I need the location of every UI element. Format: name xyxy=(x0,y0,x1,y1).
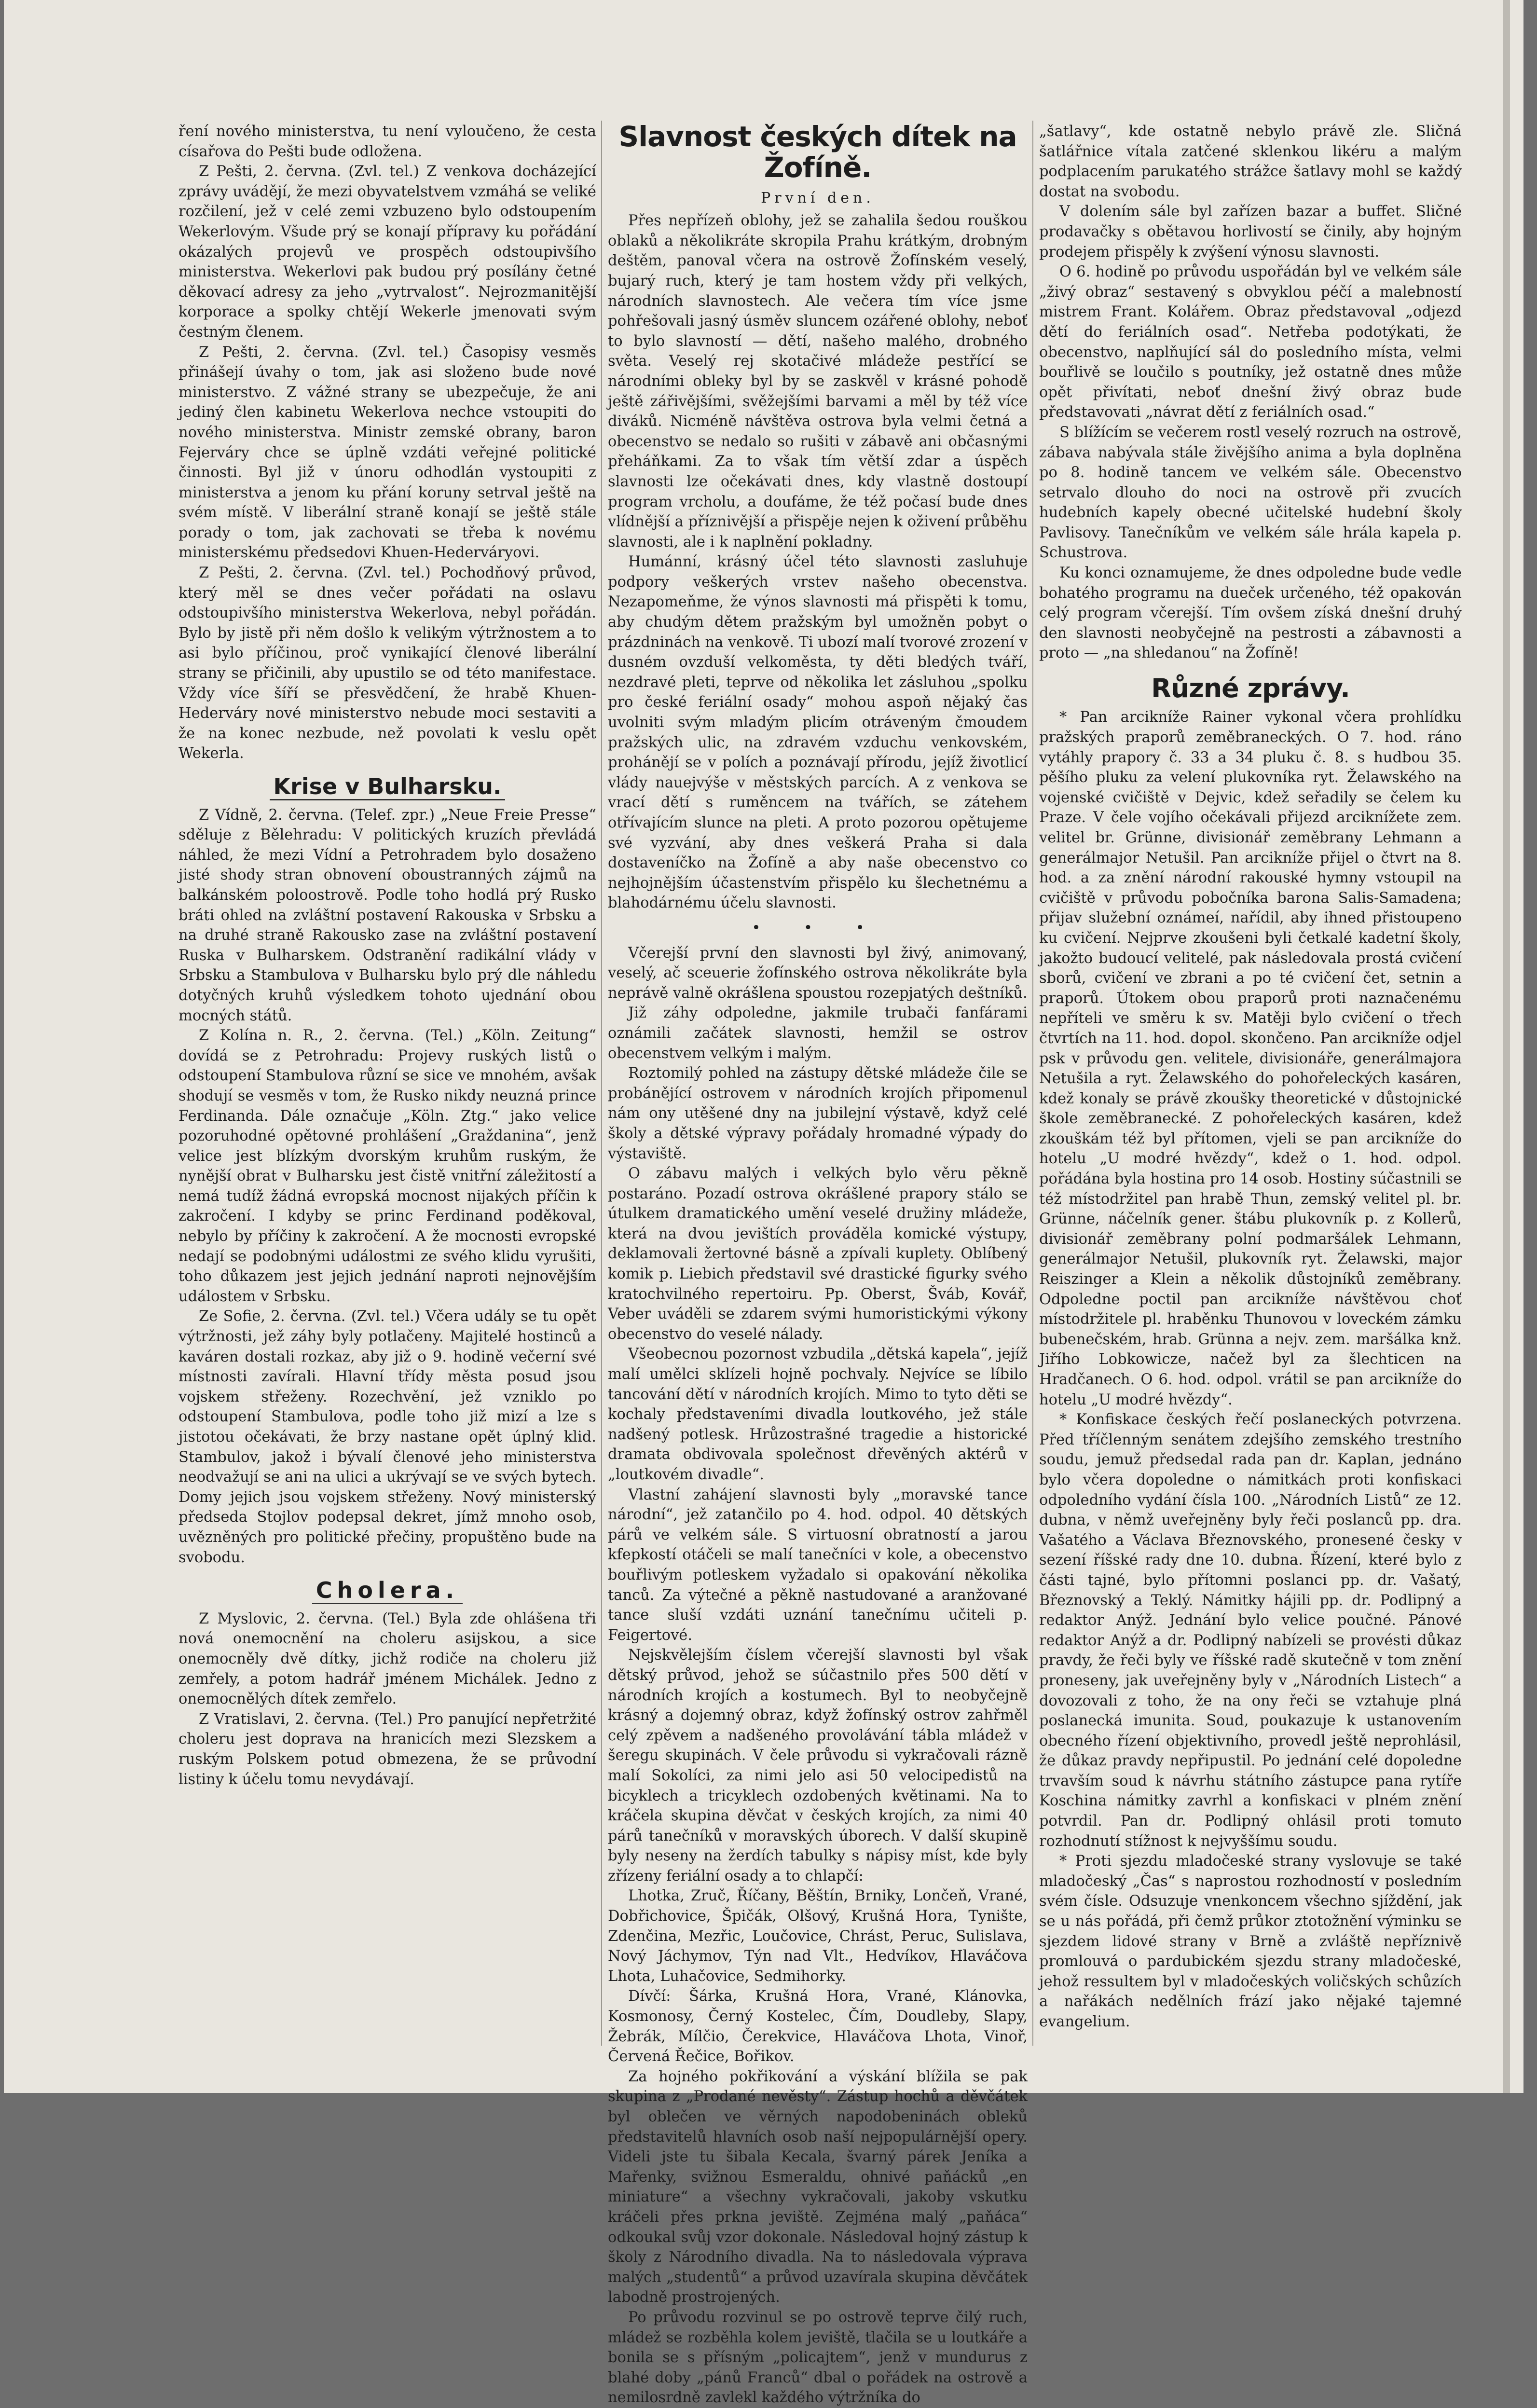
article-paragraph: Vlastní zahájení slavnosti byly „moravské tance národní“, jež zatančilo po 4. hod. odpol. 40 dětských párů ve velkém sále. S virtuosní obratností a jarou kfepkostí otáčeli se malí tanečníci v kole, a obecenstvo bouřlivým potleskem vyžadalo si opakování několika tanců. Za výtečné a pěkně nastudované a aranžované tance sluší vzdáti uznání tanečnímu učiteli p. Feigertové. xyxy=(608,1486,1028,1644)
section-heading-krise: Krise v Bulharsku. xyxy=(270,774,506,800)
article-paragraph: V dolením sále byl zařízen bazar a buffet. Sličné prodavačky s obětavou horlivostí se činily, aby hojným prodejem přispěly k zvýšení výnosu slavnosti. xyxy=(1039,203,1462,261)
newspaper-page xyxy=(4,0,1523,2407)
column-right xyxy=(1039,122,1462,2071)
column-rule xyxy=(601,121,602,2046)
article-paragraph: S blížícím se večerem rostl veselý rozruch na ostrově, zábava nabývala stále živějšího anima a byla doplněna po 8. hodině tancem ve velkém sále. Obecenstvo setrvalo dlouho do noci na ostrově při zvucích hudebních kapely obecné učitelské hudební školy Pavlisovy. Tanečníkům ve velkém sále hrála kapela p. Schustrova. xyxy=(1039,424,1462,562)
article-paragraph: * Konfiskace českých řečí poslaneckých potvrzena. Před tříčlenným senátem zdejšího zemského trestního soudu, jemuž předsedal rada pan dr. Kaplan, jednáno bylo včera dopoledne o námitkách proti konfiskaci odpoledního vydání čísla 100. „Národních Listů“ ze 12. dubna, v němž uveřejněny byly řeči poslanců pp. dra. Vašatého a Václava Březnovského, pronesené česky v sezení říšské rady dne 10. dubna. Řízení, které bylo z části tajné, bylo přítomni poslanci pp. dr. Vašatý, Březnovský a Teklý. Námitky hájili pp. dr. Podlipný a redaktor Anýž. Jednání bylo velice poučné. Pánové redaktor Anýž a dr. Podlipný nabízeli se provésti důkaz pravdy, že řeči byly ve říšské radě skutečně v tom znění proneseny, jak uveřejněny byly v „Národních Listech“ a dovozovali z toho, že na ony řeči se vztahuje plná poslanecká imunita. Soud, poukazuje k ustanovením obecného řízení objektivního, provedl ještě neprohlásil, že důkaz pravdy nepřipustil. Po jednání celé dopoledne trvavším soud k návrhu státního zástupce pana rytíře Koschina námitky zavrhl a konfiskaci v plném znění potvrdil. Pan dr. Podlipný ohlásil proti tomuto rozhodnutí stížnost k nejvyššímu soudu. xyxy=(1039,1411,1462,1850)
page-edge-shadow xyxy=(1503,0,1510,2093)
article-paragraph: ření nového ministerstva, tu není vyloučeno, že cesta císařova do Pešti bude odložena. xyxy=(178,123,596,160)
column-middle xyxy=(608,120,1028,2407)
article-paragraph: * Pan arcikníže Rainer vykonal včera prohlídku pražských praporů zeměbraneckých. O 7. hod. ráno vytáhly prapory č. 33 a 34 pluku č. 8. s hudbou 35. pěšího pluku za velení plukovníka ryt. Želawského na vojenské cvičiště v Dejvic, kdež seřadily se čelem ku Praze. V čele vojího očekávali přijezd arciknížete zem. velitel br. Grünne, divisionář zeměbrany Lehmann a generálmajor Netušil. Pan arcikníže přijel o čtvrt na 8. hod. a za znění národní rakouské hymny vstoupil na cvičiště v průvodu pobočníka barona Salis-Samadena; přijav služební oznámeí, nařídil, aby ihned přistoupeno ku cvičení. Nejprve zkoušeni byli četkalé kadetní školy, jakožto budoucí velitelé, pak následovala prostá cvičení sborů, cvičení ve zbrani a po té cvičení čet, setnin a praporů. Útokem obou praporů proti naznačenému nepříteli ve směru k sv. Matěji bylo cvičení o třech čtvrtích na 11. hod. dopol. skončeno. Pan arcikníže odjel psk v průvodu gen. velitele, divisionáře, generálmajora Netušila a ryt. Želawského do pohořeleckých kasáren, kdež konaly se právě zkoušky theoretické v důstojnické škole zeměbranecké. Z pohořeleckých kasáren, kdež zkouškám též byl přítomen, vjeli se pan arcikníže do hotelu „U modré hvězdy“, kdež o 1. hod. odpol. pořádána byla hostina pro 14 osob. Hostiny súčastnili se též místodržitel pan hrabě Thun, zemský velitel pl. br. Grünne, náčelník gener. štábu plukovník p. z Kollerů, divisionář zeměbrany polní podmaršálek Lehmann, generálmajor Netušil, plukovník ryt. Želawski, major Reiszinger a Klein a několik důstojníků zeměbrany. Odpoledne poctil pan arcikníže návštěvou choť místodržitele pl. hraběnku Thunovou v loveckém zámku bubenečském, hrab. Grünna a nejv. zem. maršálka knž. Jiřího Lobkowicze, načež byl za šlechticen na Hradčanech. O 6. hod. odpol. vrátil se pan arcikníže do hotelu „U modré hvězdy“. xyxy=(1039,709,1462,1408)
column-rule xyxy=(1032,121,1033,2046)
section-heading-cholera: Cholera. xyxy=(312,1578,463,1604)
article-paragraph: Roztomilý pohled na zástupy dětské mládeže čile se probánějící ostrovem v národních krojích připomenul nám ony utěšené dny na jubilejní výstavě, když celé školy a dětské výpravy pořádaly hromadné výpady do výstaviště. xyxy=(608,1065,1028,1162)
article-paragraph: Z Pešti, 2. června. (Zvl. tel.) Z venkova docházející zprávy uvádějí, že mezi obyvatelstvem vzmáhá se veliké rozčilení, jež v celé zemi vzbuzeno bylo odstoupením Wekerlovým. Všude prý se konají přípravy ku pořádání okázalých projevů ve prospěch odstoupivšího ministerstva. Wekerlovi pak budou prý posílány četné děkovací adresy za jeho „vytrvalost“. Nejrozmanitější korporace a spolky chtějí Wekerle jmenovati svým čestným členem. xyxy=(178,163,596,341)
article-paragraph: O zábavu malých i velkých bylo věru pěkně postaráno. Pozadí ostrova okrášlené prapory stálo se útulkem dramatického umění veselé družiny mládeže, která na dvou jevištích prováděla komické výstupy, deklamovali žertovné básně a zpívali kuplety. Oblíbený komik p. Liebich představil své drastické figurky svého kratochvilného repertoiru. Pp. Oberst, Šváb, Kovář, Veber uváděli se zdarem svými humoristickými výkony obecenstvo do veselé nálady. xyxy=(608,1165,1028,1343)
article-paragraph: Z Pešti, 2. června. (Zvl. tel.) Pochodňový průvod, který měl se dnes večer pořádati na oslavu odstoupivšího ministerstva Wekerlova, nebyl pořádán. Bylo by jistě při něm došlo k velikým výtržnostem a to asi bylo příčinou, proč vynikající členové liberální strany se přičinili, aby upustilo se od této manifestace. Vždy více šíří se přesvědčení, že hrabě Khuen-Hederváry nové ministerstvo nebude moci sestaviti a že na konec nezbude, než povolati k veslu opět Wekerla. xyxy=(178,564,596,762)
section-heading-ruzne: Různé zprávy. xyxy=(1151,673,1350,704)
article-paragraph: Z Myslovic, 2. června. (Tel.) Byla zde ohlášena tři nová onemocnění na choleru asijskou, a sice onemocněly dvě dítky, jichž rodiče na choleru již zemřely, a potom hadrář jménem Michálek. Jedno z onemocnělých dítek zemřelo. xyxy=(178,1610,596,1708)
article-paragraph: Ku konci oznamujeme, že dnes odpoledne bude vedle bohatého programu na dueček určeného, též opakován celý program včerejší. Tím ovšem získá dnešní druhý den slavnosti neobyčejně na pestrosti a zábavnosti a proto — „na shledanou“ na Žofíně! xyxy=(1039,564,1462,662)
article-paragraph: Z Kolína n. R., 2. června. (Tel.) „Köln. Zeitung“ dovídá se z Petrohradu: Projevy ruských listů o odstoupení Stambulova různí se sice ve mnohém, avšak shodují se vesměs v tom, že Rusko nikdy neuzná prince Ferdinanda. Dále označuje „Köln. Ztg.“ jako velice pozoruhodné opětovné prohlášení „Graždanina“, jenž velice jest blízkým dvorským kruhům ruským, že nynější obrat v Bulharsku jest čistě vnitřní záležitostí a nemá tudíž žádná evropská mocnost nijakých příčin k zakročení. I kdyby se princ Ferdinand poděkoval, nebylo by příčiny k zakročení. A že mocnosti evropské nedají se podobnými událostmi ze svého klidu vyrušiti, toho důkazem jest jejich jednání naproti nejnovějším událostem v Srbsku. xyxy=(178,1027,596,1305)
article-paragraph: Po průvodu rozvinul se po ostrově teprve čilý ruch, mládež se rozběhla kolem jeviště, tlačila se u loutkáře a bonila se s přísným „policajtem“, jenž v mundurus z blahé doby „pánů Franců“ dbal o pořádek na ostrově a nemilosrdně zavlekl každého výtržníka do xyxy=(608,2309,1028,2407)
article-paragraph: O 6. hodině po průvodu uspořádán byl ve velkém sále „živý obraz“ sestavený s obvyklou péčí a malebností mistrem Frant. Kolářem. Obraz představoval „odjezd dětí do feriálních osad“. Netřeba podotýkati, že obecenstvo, naplňující sál do posledního místa, velmi bouřlivě se loučilo s poutníky, jež ostatně dnes může opět přivítati, neboť dnešní živý obraz bude představovati „návrat dětí z feriálních osad.“ xyxy=(1039,263,1462,421)
article-paragraph: Včerejší první den slavnosti byl živý, animovaný, veselý, ač sceuerie žofínského ostrova několikráte byla neprávě valně okrášlena spoustou rozepjatých deštníků. xyxy=(608,944,1028,1002)
article-paragraph: Nejskvělejším číslem včerejší slavnosti byl však dětský průvod, jehož se súčastnilo přes 500 dětí v národních krojích a kostumech. Byl to neobyčejně krásný a dojemný obraz, když žofínský ostrov zahřměl celý zpěvem a nadšeného provolávání tábla mládež v šeregu skupinách. V čele průvodu si vykračovali rázně malí Sokolíci, za nimi jelo asi 50 velocipedistů na bicyklech a tricyklech ozdobených květinami. Na to kráčela skupina děvčat v českých krojích, za nimi 40 párů tanečníků v moravských úborech. V další skupině byly neseny na žerdích tabulky s nápisy míst, kde byly zřízeny feriální osady a to chlapčí: xyxy=(608,1647,1028,1885)
article-paragraph: Za hojného pokřikování a výskání blížila se pak skupina z „Prodané nevěsty“. Zástup hochů a děvčátek byl oblečen ve věrných napodobeninách obleků představitelů hlavních osob naší nejpopulárnější opery. Videli jste tu šibala Kecala, švarný párek Jeníka a Mařenky, svižnou Esmeraldu, ohnivé paňácků „en miniature“ a všechny vykračovali, jakoby vskutku kráčeli přes prkna jeviště. Zejména malý „paňáca“ odkoukal svůj vzor dokonale. Následoval hojný zástup k školy z Národního divadla. Na to následovala výprava malých „studentů“ a průvod uzavírala skupina děvčátek labodně prostrojených. xyxy=(608,2068,1028,2306)
section-separator: • • • xyxy=(752,919,884,936)
article-paragraph: Z Vídně, 2. června. (Telef. zpr.) „Neue Freie Presse“ sděluje z Bělehradu: V politických kruzích převládá náhled, že mezi Vídní a Petrohradem bylo dosaženo jisté shody stran obnovení oboustranných zájmů na balkánském poloostrově. Podle toho hodlá prý Rusko bráti ohled na zvláštní postavení Rakouska v Srbsku a na druhé straně Rakousko zase na zvláštní postavení Ruska v Bulharskem. Odstranění radikální vlády v Srbsku a Stambulova v Bulharsku bylo prý dle náhledu dotyčných kruhů výsledkem tohoto ujednání obou mocných států. xyxy=(178,806,596,1024)
article-title-slavnost: Slavnost českých dítek na Žofíně. xyxy=(618,120,1017,184)
article-paragraph: Humánní, krásný účel této slavnosti zasluhuje podpory veškerých vrstev našeho obecenstva. Nezapomeňme, že výnos slavnosti má přispěti k tomu, aby chudým dětem pražským byl umožněn pobyt o prázdninách na venkově. Ti ubozí malí tvorové zrození v dusném ovzduší velkoměsta, ty děti bledých tváří, nezdravé pleti, teprve od několika let zásluhou „spolku pro české feriální osady“ mohou aspoň nějaký čas uvolniti svým mladým plicím otráveným čmoudem pražských ulic, na zdravém vzduchu venkovském, prohánějí se v polích a poznávají přírodu, jejíž životlicí vlády nauejvýše v městských parcích. A z venkova se vrací dětí s ruměncem na tvářích, se zátehem otřívajícím slunce na pleti. A proto pozorou opětujeme své vyzvání, aby dnes veškerá Praha si dala dostaveníčko na Žofíně a aby naše obecenstvo co nejhojnějším účastenstvím přispělo ku šlechetnému a blahodárnému účelu slavnosti. xyxy=(608,553,1028,912)
article-paragraph: Dívčí: Šárka, Krušná Hora, Vrané, Klánovka, Kosmonosy, Černý Kostelec, Čím, Doudleby, Slapy, Žebrák, Mílčio, Čerekvice, Hlaváčova Lhota, Vinoř, Červená Řečice, Bořikov. xyxy=(608,1988,1028,2065)
article-paragraph: * Proti sjezdu mladočeské strany vyslovuje se také mladočeský „Čas“ s naprostou rozhodností v posledním svém čísle. Odsuzuje vnenkoncem všechno sjíždění, jak se u nás pořádá, při čemž průkor ztotožnění výminku se sjezdem lidové strany v Brně a zvláště nepříznivě promlouvá o pardubickém sjezdu strany mladočeské, jehož ressultem byl v mladočeských voličských schůzích a nařákách nedělních frází jako nějaké tajemné evangelium. xyxy=(1039,1853,1462,2031)
article-paragraph: Lhotka, Zruč, Říčany, Běštín, Brniky, Lončeň, Vrané, Dobřichovice, Špičák, Olšový, Krušná Hora, Tynište, Zdenčina, Mezřic, Loučovice, Chrást, Peruc, Sulislava, Nový Jáchymov, Týn nad Vlt., Hedvíkov, Hlaváčova Lhota, Luhačovice, Sedmihorky. xyxy=(608,1887,1028,1985)
article-paragraph: Z Pešti, 2. června. (Zvl. tel.) Časopisy vesměs přinášejí úvahy o tom, jak asi složeno bude nové ministerstvo. Z vážné strany se ubezpečuje, že ani jediný člen kabinetu Wekerlova nechce vstoupiti do nového ministerstva. Ministr zemské obrany, baron Fejerváry chce se úplně vzdáti veřejné politické činnosti. Byl již v únoru odhodlán vystoupiti z ministerstva a jenom ku přání koruny setrval ještě na svém místě. V liberální straně konají se ještě stále porady o tom, jak zachovati se třeba k novému ministerskému předsedovi Khuen-Hederváryovi. xyxy=(178,344,596,562)
article-subtitle: První den. xyxy=(761,189,875,206)
column-left xyxy=(178,122,596,2071)
article-paragraph: „šatlavy“, kde ostatně nebylo právě zle. Sličná šatlářnice vítala zatčené sklenkou likéru a malým podplacením parukatého strážce šatlavy mohl se každý dostat na svobodu. xyxy=(1039,123,1462,200)
article-paragraph: Všeobecnou pozornost vzbudila „dětská kapela“, jejíž malí umělci sklízeli hojně pochvaly. Nejvíce se líbilo tancování dětí v národních krojích. Mimo to tyto děti se kochaly představeními divadla loutkového, jež stále nadšený potlesk. Hrůzostrašné tragedie a historické dramata obdivovala společnost dřevěných aktérů v „loutkovém divadle“. xyxy=(608,1346,1028,1483)
article-paragraph: Z Vratislavi, 2. června. (Tel.) Pro panující nepřetržité choleru jest doprava na hranicích mezi Slezskem a ruským Polskem potud obmezena, že se průvodní listiny k účelu tomu nevydávají. xyxy=(178,1710,596,1788)
article-paragraph: Přes nepřízeň oblohy, jež se zahalila šedou rouškou oblaků a několikráte skropila Prahu krátkým, drobným deštěm, panoval včera na ostrově Žofínském veselý, bujarý ruch, který je tam hostem vždy při velkých, národních slavnostech. Ale večera tím více jsme pohřešovali jasný úsměv sluncem ozářené oblohy, neboť to bylo slavností — dětí, našeho malého, drobného světa. Veselý rej skotačivé mládeže pestřící se národními obleky byl by se zaskvěl v krásné pohodě ještě zářivějšími, svěžejšími barvami a měl by též více diváků. Nicméně návštěva ostrova byla velmi četná a obecenstvo se nedalo so rušiti v zábavě ani občasnými přeháňkami. Za to však tím větší zdar a úspěch slavnosti lze očekávati dnes, kdy vlastně dostoupí program vrcholu, a doufáme, že též počasí bude dnes vlídnější a příznivější a přispěje nejen k oživení průběhu slavnosti, ale i k naplnění pokladny. xyxy=(608,212,1028,550)
article-paragraph: Ze Sofie, 2. června. (Zvl. tel.) Včera udály se tu opět výtržnosti, jež záhy byly potlačeny. Majitelé hostinců a kaváren dostali rozkaz, aby již o 9. hodině večerní své místnosti zavírali. Hlavní třídy města posud jsou vojskem střeženy. Rozechvění, jež vzniklo po odstoupení Stambulova, podle toho již mizí a lze s jistotou očekávati, že brzy nastane opět úplný klid. Stambulov, jakož i bývalí členové jeho ministerstva neodvažují se ani na ulici a ukrývají se ve svých bytech. Domy jejich jsou vojskem střeženy. Nový ministerský předseda Stojlov podepsal dekret, jímž mnoho osob, uvězněných pro politické přečiny, propuštěno bude na svobodu. xyxy=(178,1308,596,1566)
article-paragraph: Již záhy odpoledne, jakmile trubači fanfárami oznámili začátek slavnosti, hemžil se ostrov obecenstvem velkým i malým. xyxy=(608,1004,1028,1062)
